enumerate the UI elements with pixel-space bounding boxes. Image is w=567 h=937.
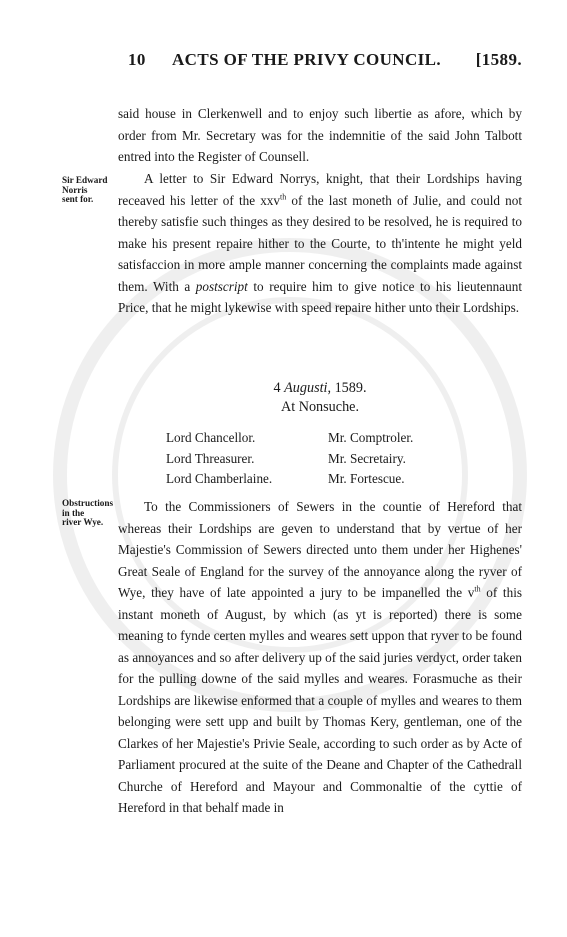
paragraph-continuation: said house in Clerkenwell and to enjoy such libertie as afore, which by order from Mr. Secretary was for the indemnitie of the said John Talbott entred into the Register of Counsell. xyxy=(118,106,522,164)
attendee: Mr. Comptroler. xyxy=(328,430,414,445)
running-header xyxy=(128,50,522,74)
page-number: 10 xyxy=(128,50,146,69)
running-title: ACTS OF THE PRIVY COUNCIL. xyxy=(172,50,442,69)
attendance-left-column xyxy=(166,428,272,490)
margin-note-norris: Sir Edward Norris sent for. xyxy=(62,175,108,204)
attendee: Lord Chancellor. xyxy=(166,430,256,445)
attendee: Mr. Secretairy. xyxy=(328,450,406,466)
attendee: Mr. Fortescue. xyxy=(328,471,405,486)
attendee: Lord Threasurer. xyxy=(166,450,255,466)
attendee: Lord Chamberlaine. xyxy=(166,471,273,486)
header-year: [1589. xyxy=(475,50,522,69)
margin-note-wye: Obstructions in the river Wye. xyxy=(62,498,114,527)
paragraph-commissioners-sewers: To the Commissioners of Sewers in the countie of Hereford that whereas their Lordships are geven to understand that by vertue of her Majestie's Commission of Sewers directed unto them under her Highenes' Great Seale of England for the survey of the annoyance along the ryver of Wye, they have of late appointed a jury to be impanelled the $v^{th}$ of this instant moneth of August, by which (as yt is reported) there is some meaning to fynde certen mylles and weares sett uppon that ryver to be found as annoyances and so after delivery up of the said juries verdyct, order taken for the pulling downe of the said mylles and weares. Forasmuche as their Lordships are likewise enformed that a couple of mylles and weares to them belonging were sett upp and built by Thomas Kery, gentleman, one of the Clarkes of her Majestie's Privie Seale, according to such order as by Acte of Parliament procured at the suite of the Deane and Chapter of the Cathedrall Churche of Hereford and Mayour and Commonaltie of the cyttie of Hereford in that behalf made in xyxy=(118,499,522,815)
paragraph-letter-norrys: A letter to Sir Edward Norrys, knight, that their Lordships having receaved his letter of the xxv$^{th}$ of the last moneth of Julie, and could not thereby satisfie such thinges as they desired to be resolved, he is required to make his present repaire hither to the Courte, to th'intente he might yeld satisfaccion in more ample manner concerning the complaints made against them. With a postscript to require him to give notice to his lieutennaunt Price, that he might lykewise with speed repaire hither unto their Lordships. xyxy=(118,171,522,315)
attendance-right-column xyxy=(328,428,413,490)
meeting-date-heading: 4 Augusti, 1589. xyxy=(273,380,367,396)
meeting-place-heading: At Nonsuche. xyxy=(280,399,360,415)
